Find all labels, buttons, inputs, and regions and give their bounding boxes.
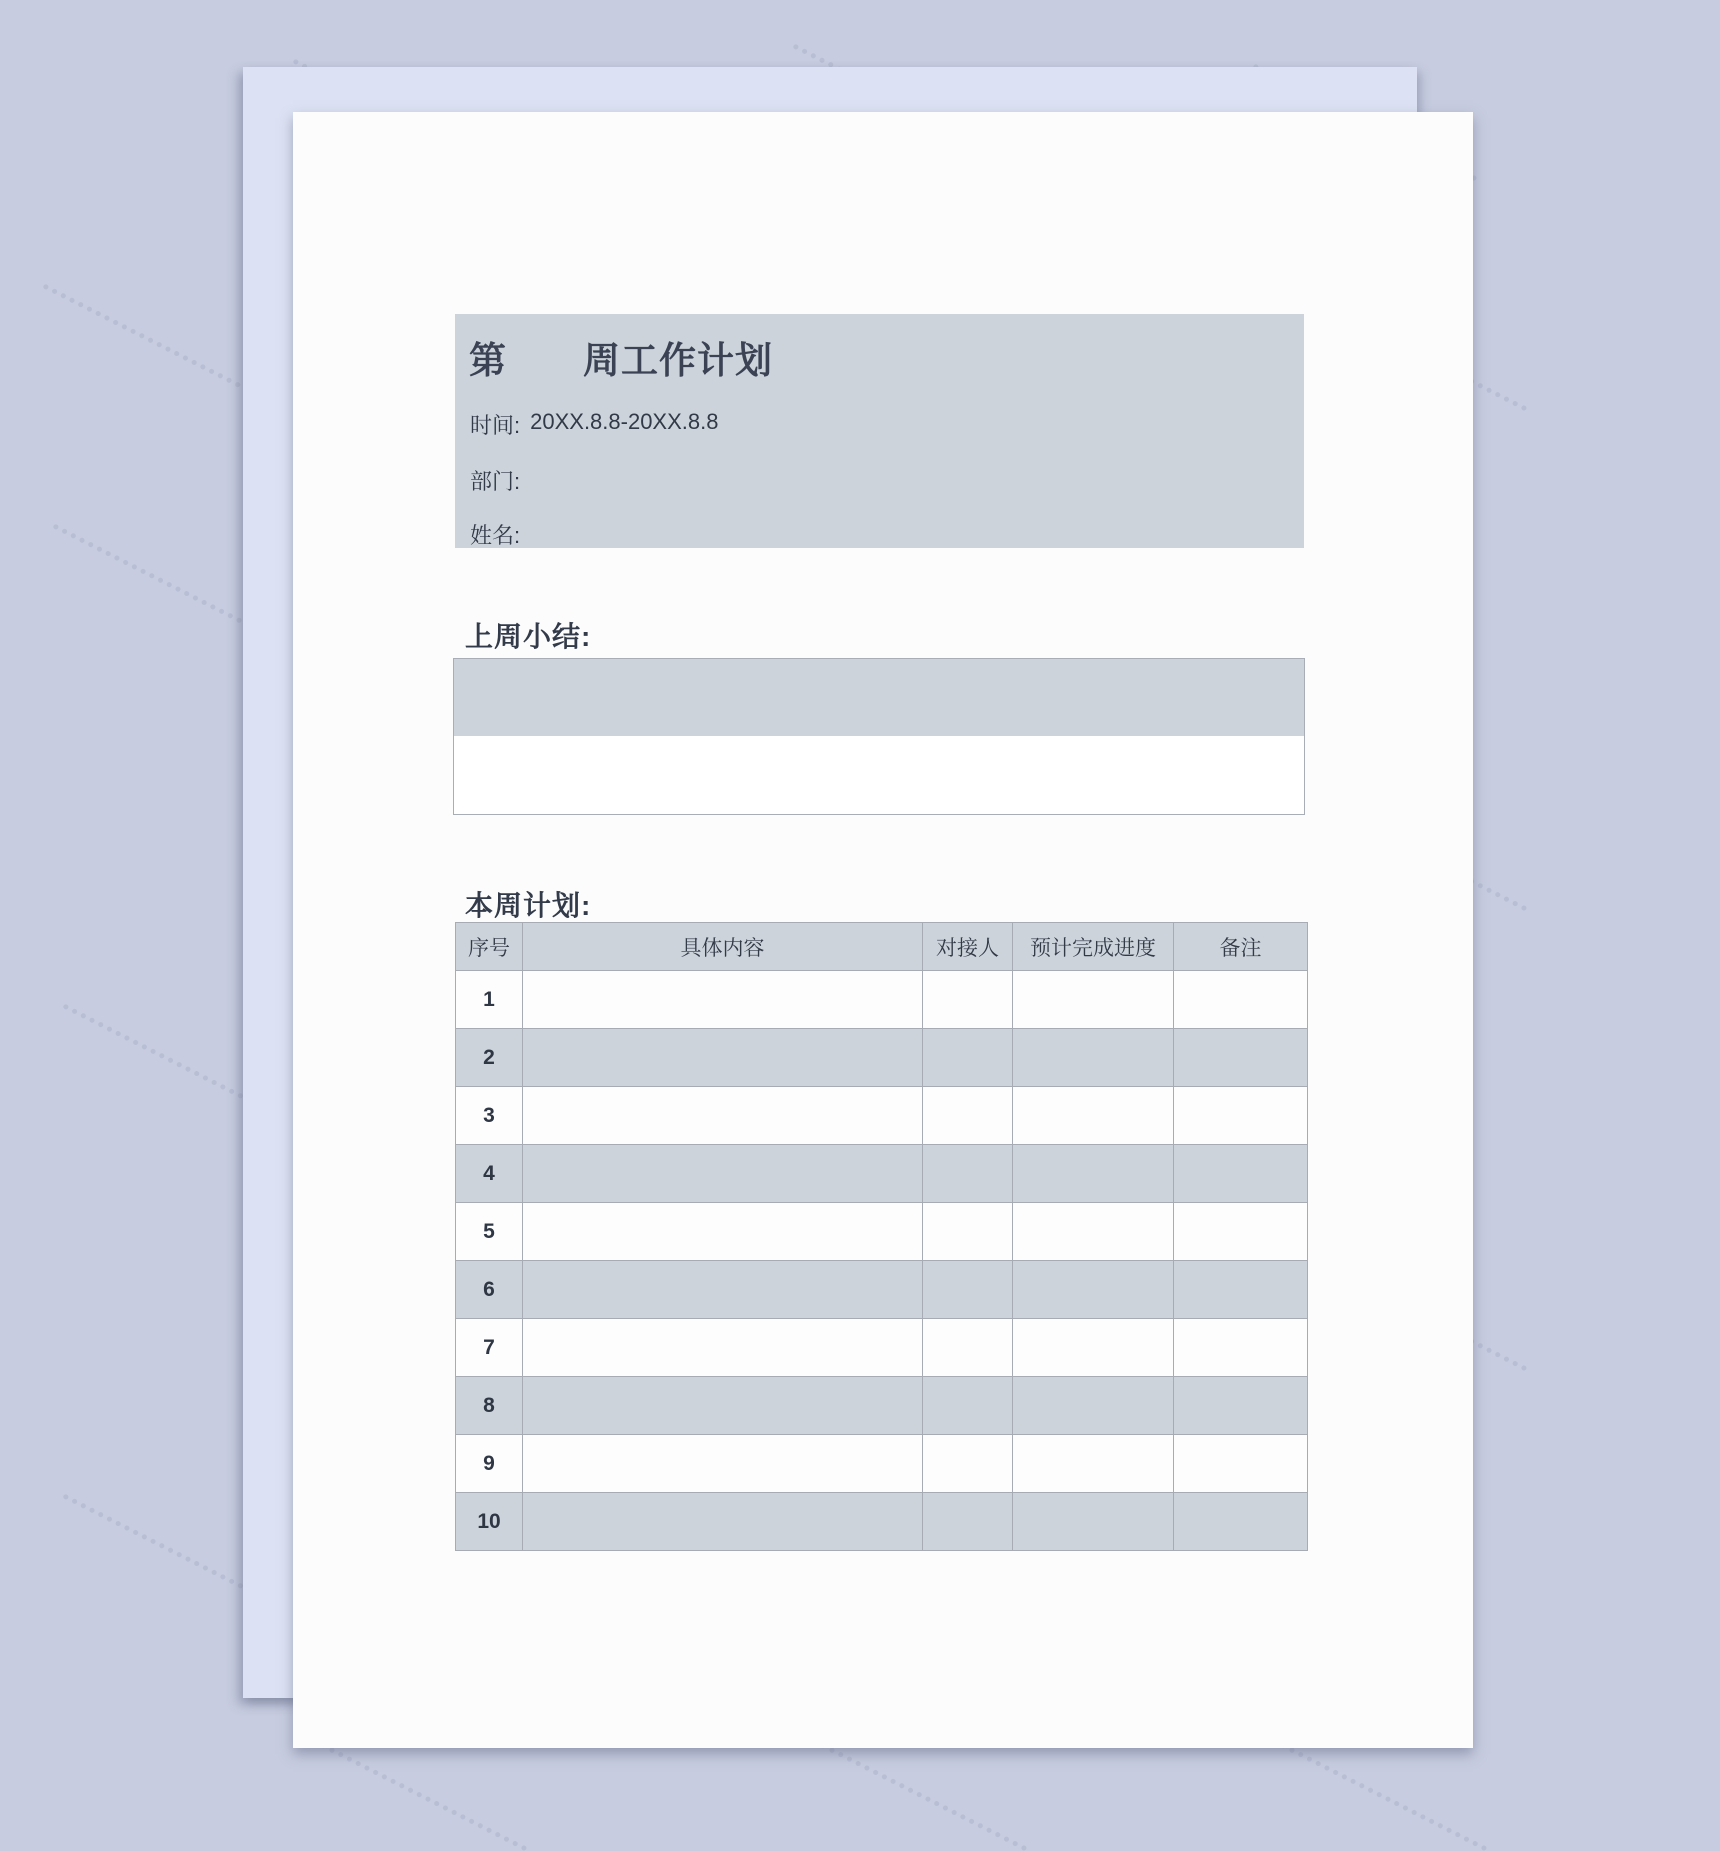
column-header-content: 具体内容: [523, 923, 923, 971]
cell-content[interactable]: [523, 1319, 923, 1377]
cell-contact[interactable]: [923, 1029, 1013, 1087]
cell-progress[interactable]: [1013, 1029, 1174, 1087]
table-row: [456, 1319, 1308, 1377]
cell-note[interactable]: [1174, 1261, 1308, 1319]
cell-contact[interactable]: [923, 1435, 1013, 1493]
table-row: [456, 971, 1308, 1029]
field-department-label: 部门:: [470, 469, 521, 494]
cell-contact[interactable]: [923, 1261, 1013, 1319]
column-header-index: 序号: [456, 923, 523, 971]
row-index: 7: [456, 1319, 523, 1377]
cell-progress[interactable]: [1013, 1145, 1174, 1203]
this-week-plan-label: 本周计划:: [465, 890, 592, 921]
field-name: [470, 519, 530, 550]
watermark-smudge: [42, 284, 267, 402]
last-week-summary-input[interactable]: [454, 659, 1304, 736]
cell-note[interactable]: [1174, 1029, 1308, 1087]
cell-note[interactable]: [1174, 1319, 1308, 1377]
cell-progress[interactable]: [1013, 1377, 1174, 1435]
document-title: 第 周工作计划: [469, 340, 773, 381]
cell-note[interactable]: [1174, 1435, 1308, 1493]
row-index: 9: [456, 1435, 523, 1493]
field-name-label: 姓名:: [470, 523, 521, 548]
column-header-contact: 对接人: [923, 923, 1013, 971]
cell-note[interactable]: [1174, 1145, 1308, 1203]
cell-progress[interactable]: [1013, 1203, 1174, 1261]
column-header-note: 备注: [1174, 923, 1308, 971]
cell-progress[interactable]: [1013, 1261, 1174, 1319]
cell-content[interactable]: [523, 1493, 923, 1551]
field-time-value[interactable]: 20XX.8.8-20XX.8.8: [530, 409, 719, 434]
cell-contact[interactable]: [923, 1145, 1013, 1203]
cell-content[interactable]: [523, 1145, 923, 1203]
table-row: [456, 1261, 1308, 1319]
header-block: [455, 314, 1304, 548]
cell-contact[interactable]: [923, 1087, 1013, 1145]
cell-note[interactable]: [1174, 1493, 1308, 1551]
cell-note[interactable]: [1174, 971, 1308, 1029]
cell-contact[interactable]: [923, 1203, 1013, 1261]
cell-progress[interactable]: [1013, 971, 1174, 1029]
cell-progress[interactable]: [1013, 1319, 1174, 1377]
table-header-row: [456, 923, 1308, 971]
cell-note[interactable]: [1174, 1087, 1308, 1145]
last-week-summary-box[interactable]: [453, 658, 1305, 815]
cell-progress[interactable]: [1013, 1435, 1174, 1493]
watermark-smudge: [1262, 1734, 1487, 1851]
watermark-smudge: [302, 1734, 527, 1851]
row-index: 5: [456, 1203, 523, 1261]
field-department: [470, 465, 530, 496]
row-index: 3: [456, 1087, 523, 1145]
weekly-plan-table: [455, 922, 1308, 1551]
row-index: 2: [456, 1029, 523, 1087]
table-row: [456, 1145, 1308, 1203]
cell-contact[interactable]: [923, 1377, 1013, 1435]
table-row: [456, 1029, 1308, 1087]
cell-contact[interactable]: [923, 1319, 1013, 1377]
cell-contact[interactable]: [923, 971, 1013, 1029]
cell-content[interactable]: [523, 1377, 923, 1435]
row-index: 6: [456, 1261, 523, 1319]
cell-content[interactable]: [523, 971, 923, 1029]
cell-note[interactable]: [1174, 1203, 1308, 1261]
field-time: [470, 409, 718, 440]
column-header-progress: 预计完成进度: [1013, 923, 1174, 971]
cell-progress[interactable]: [1013, 1493, 1174, 1551]
table-row: [456, 1435, 1308, 1493]
table-row: [456, 1377, 1308, 1435]
row-index: 10: [456, 1493, 523, 1551]
document-page: [293, 112, 1473, 1748]
cell-content[interactable]: [523, 1261, 923, 1319]
row-index: 4: [456, 1145, 523, 1203]
row-index: 1: [456, 971, 523, 1029]
last-week-summary-label: 上周小结:: [465, 621, 592, 652]
table-row: [456, 1203, 1308, 1261]
field-time-label: 时间:: [470, 413, 521, 438]
cell-content[interactable]: [523, 1435, 923, 1493]
table-row: [456, 1087, 1308, 1145]
cell-progress[interactable]: [1013, 1087, 1174, 1145]
cell-note[interactable]: [1174, 1377, 1308, 1435]
cell-content[interactable]: [523, 1203, 923, 1261]
row-index: 8: [456, 1377, 523, 1435]
table-row: [456, 1493, 1308, 1551]
cell-content[interactable]: [523, 1029, 923, 1087]
cell-content[interactable]: [523, 1087, 923, 1145]
cell-contact[interactable]: [923, 1493, 1013, 1551]
watermark-smudge: [802, 1734, 1027, 1851]
